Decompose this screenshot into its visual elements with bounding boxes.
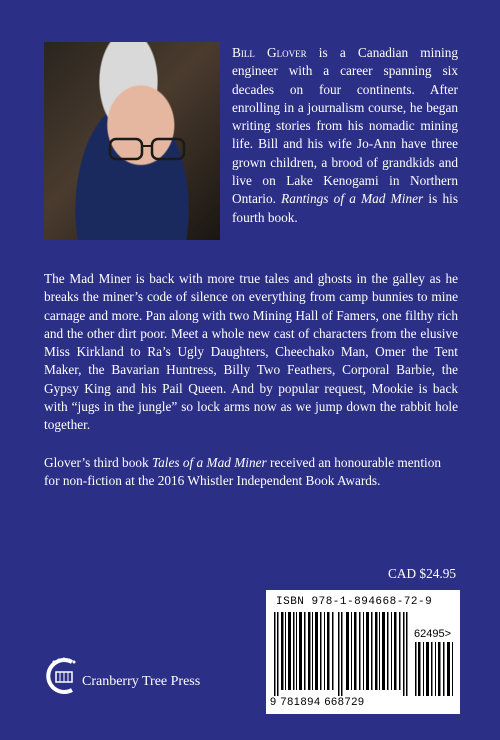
mention-lead: Glover’s third book	[44, 455, 152, 470]
bio-book-title: Rantings of a Mad Miner	[281, 191, 424, 207]
bio-text: is a Canadian mining engineer with a career spanning six decades on four continents. After enrolling in a journalism course, he began writing stories from his nomadic mining life. Bill and his wife Jo-Ann have three grown children, a brood of grandkids and live on Lake Kenogami in Northern Ontario.	[232, 45, 458, 207]
award-mention	[44, 454, 458, 491]
publisher-logo-icon	[42, 656, 86, 696]
mention-book-title: Tales of a Mad Miner	[151, 455, 267, 470]
publisher-name: Cranberry Tree Press	[82, 674, 201, 689]
bio-tail: is his fourth book.	[232, 191, 458, 225]
author-bio	[232, 44, 458, 227]
addon-label: 62495>	[414, 628, 452, 640]
barcode-icon	[272, 612, 410, 696]
author-name: Bill Glover	[232, 45, 307, 60]
price: CAD $24.95	[388, 566, 456, 581]
addon-barcode-icon	[414, 642, 454, 696]
mention-tail: received an honourable mention for non-fiction at the 2016 Whistler Independent Book Awards.	[44, 455, 442, 489]
barcode-panel	[266, 590, 460, 714]
glasses-icon	[108, 136, 188, 162]
book-blurb: The Mad Miner is back with more true tales and ghosts in the galley as he breaks the miner’s code of silence on everything from camp bunnies to mine carnage and more. Pan along with two Mining Hall of Famers, one filthy rich and the other dirt poor. Meet a whole new cast of characters from the elusive Miss Kirkland to Ra’s Ugly Daughters, Cheechako Man, Omer the Tent Maker, the Bavarian Huntress, Billy Two Feathers, Corporal Barbie, the Gypsy King and his Pail Queen. And by popular request, Mookie is back with “jugs in the jungle” so lock arms now as we jump down the rabbit hole together.	[44, 271, 458, 433]
barcode-number: 9 781894 668729	[270, 696, 365, 708]
author-photo	[44, 42, 220, 240]
isbn-label: ISBN 978-1-894668-72-9	[276, 596, 433, 608]
